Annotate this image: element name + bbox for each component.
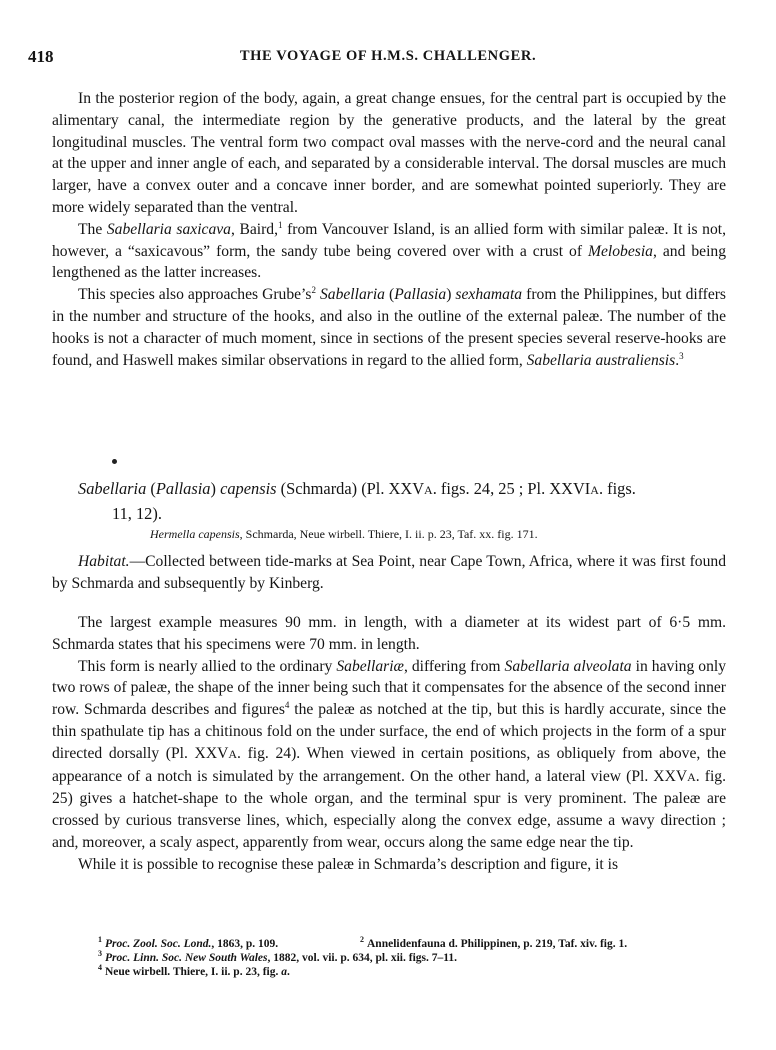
habitat-label: Habitat.	[78, 553, 130, 570]
footnote-2: $^2$ Annelidenfauna d. Philippinen, p. 219, Taf. xiv. fig. 1.	[360, 935, 628, 950]
paragraph-posterior-region: In the posterior region of the body, again, a great change ensues, for the central part is occupied by the alimentary canal, the intermediate region by the generative products, and the lateral by the great longitudinal muscles. The ventral form two compact oval masses with the nerve-cord and the neural canal at the upper and inner angle of each, and separated by a considerable interval. The dorsal muscles are much larger, have a convex outer and a concave inner border, and are somewhat pointed superiorly. They are more widely separated than the ventral.	[52, 90, 726, 216]
footnote-ref-2[interactable]: 2	[311, 284, 316, 295]
footnote-ref-3[interactable]: 3	[679, 350, 684, 361]
footnote-4: $^4$ Neue wirbell. Thiere, I. ii. p. 23, fig. a.	[98, 963, 290, 978]
paragraph-allied-form: This form is nearly allied to the ordinary Sabellariæ, differing from Sabellaria alveolata in having only two rows of paleæ, the shape of the inner being such that it compensates for the absence of the second inner row. Schmarda describes and figures$^4$ the paleæ as notched at the tip, but this is hardly accurate, since the thin spathulate tip has a chitinous fold on the under surface, the end of which projects in the form of a spur directed dorsally (Pl. XXVA. fig. 24). When viewed in certain positions, as obliquely from above, the appearance of a notch is simulated by the arrangement. On the other hand, a lateral view (Pl. XXVA. fig. 25) gives a hatchet-shape to the whole organ, and the terminal spur is very prominent. The paleæ are crossed by curious transverse lines, which, especially along the convex edge, assume a wavy direction ; and, moreover, a scaly aspect, apparently from wear, occurs along the same edge near the tip.	[52, 657, 727, 851]
running-head	[28, 47, 748, 69]
page-number: 418	[28, 47, 54, 66]
footnote-row-1	[98, 937, 736, 951]
running-title: THE VOYAGE OF H.M.S. CHALLENGER.	[239, 48, 537, 64]
footnotes	[98, 937, 736, 979]
text-block-lower	[52, 612, 726, 876]
footnote-ref-1[interactable]: 1	[278, 219, 283, 230]
footnote-row-4	[98, 965, 736, 979]
synonymy-line: Hermella capensis, Schmarda, Neue wirbell. Thiere, I. ii. p. 23, Taf. xx. fig. 171.	[150, 527, 538, 541]
paragraph-saxicava: The Sabellaria saxicava, Baird,$^1$ from Vancouver Island, is an allied form with similar paleæ. It is not, however, a “saxicavous” form, the sandy tube being covered over with a crust of Melobesia, and being lengthened as the latter increases.	[52, 219, 727, 282]
paragraph-sexhamata: This species also approaches $Grube’s^2$ Sabellaria (Pallasia) sexhamata from the Philippines, but differs in the number and structure of the hooks, and also in the outline of the external paleæ. The number of the hooks is not a character of much moment, since in sections of the present species several reserve-hooks are found, and Haswell makes similar observations in regard to the allied form, Sabellaria australiensis.$^3$	[52, 284, 726, 369]
text-block-upper	[52, 88, 726, 371]
habitat-block	[52, 551, 726, 595]
paragraph-recognise: While it is possible to recognise these paleæ in Schmarda’s description and figure, it is	[78, 855, 619, 873]
footnote-1: $^1$ Proc. Zool. Soc. Lond., 1863, p. 109.	[98, 935, 279, 950]
stray-dot-mark	[112, 459, 117, 464]
footnote-3: $^3$ Proc. Linn. Soc. New South Wales, 1882, vol. vii. p. 634, pl. xii. figs. 7–11.	[98, 949, 457, 964]
paragraph-habitat: Habitat.—Collected between tide-marks at Sea Point, near Cape Town, Africa, where it was first found by Schmarda and subsequently by Kinberg.	[52, 553, 726, 592]
footnote-ref-4[interactable]: 4	[284, 700, 290, 710]
species-heading: Sabellaria (Pallasia) capensis (Schmarda) (Pl. XXVA. figs. 24, 25 ; Pl. XXVIA. figs. 11, 12).	[78, 479, 636, 523]
footnote-row-3	[98, 951, 736, 965]
paragraph-measurements: The largest example measures 90 mm. in length, with a diameter at its widest part of 6·5 mm. Schmarda states that his specimens were 70 mm. in length.	[52, 614, 726, 653]
